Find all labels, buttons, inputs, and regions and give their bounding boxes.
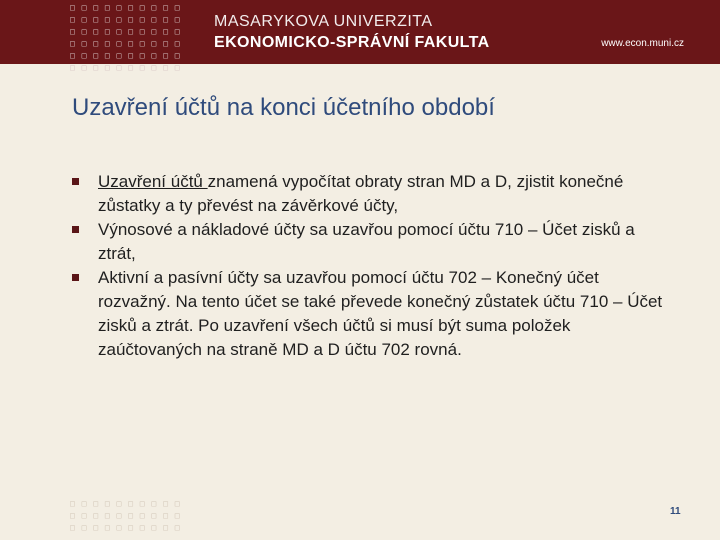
website-link[interactable]: www.econ.muni.cz <box>601 38 684 49</box>
pattern-logo-top: □ □ □ □ □ □ □ □ □ □ □ □ □ □ □ □ □ □ □ □ □ □ □ □ □ □ □ □ □ □ □ □ □ □ □ □ □ □ □ □ □ □ □ □ □ □ □ □ □ □ □ □ □ □ □ □ □ □ □ □ <box>70 3 181 72</box>
pattern-logo-bottom: □ □ □ □ □ □ □ □ □ □ □ □ □ □ □ □ □ □ □ □ □ □ □ □ □ □ □ □ □ □ <box>70 499 181 532</box>
bullet-text: Výnosové a nákladové účty sa uzavřou pomocí účtu 710 – Účet zisků a ztrát, <box>98 220 635 263</box>
bullet-text: Aktivní a pasívní účty sa uzavřou pomocí účtu 702 – Konečný účet rozvažný. Na tento účet se také převede konečný zůstatek účtu 710 – Účet zisků a ztrát. Po uzavření všech účtů si musí být suma položek zaúčtovaných na straně MD a D účtu 702 rovná. <box>98 268 663 359</box>
slide-title: Uzavření účtů na konci účetního období <box>72 94 495 121</box>
bullet-list <box>72 170 672 362</box>
bullet-marker-icon <box>72 226 79 233</box>
university-name: MASARYKOVA UNIVERZITA <box>214 13 433 30</box>
bullet-underlined-term: Uzavření účtů <box>98 172 208 191</box>
bullet-marker-icon <box>72 178 79 185</box>
bullet-item-3 <box>72 266 672 362</box>
bullet-marker-icon <box>72 274 79 281</box>
bullet-item-2 <box>72 218 672 266</box>
bullet-text: znamená vypočítat obraty stran MD a D, zjistit konečné zůstatky a ty převést na závěrkové účty, <box>98 172 624 215</box>
bullet-item-1 <box>72 170 672 218</box>
header-bar <box>0 0 720 72</box>
faculty-name: EKONOMICKO-SPRÁVNÍ FAKULTA <box>214 34 490 51</box>
page-number: 11 <box>670 506 681 517</box>
